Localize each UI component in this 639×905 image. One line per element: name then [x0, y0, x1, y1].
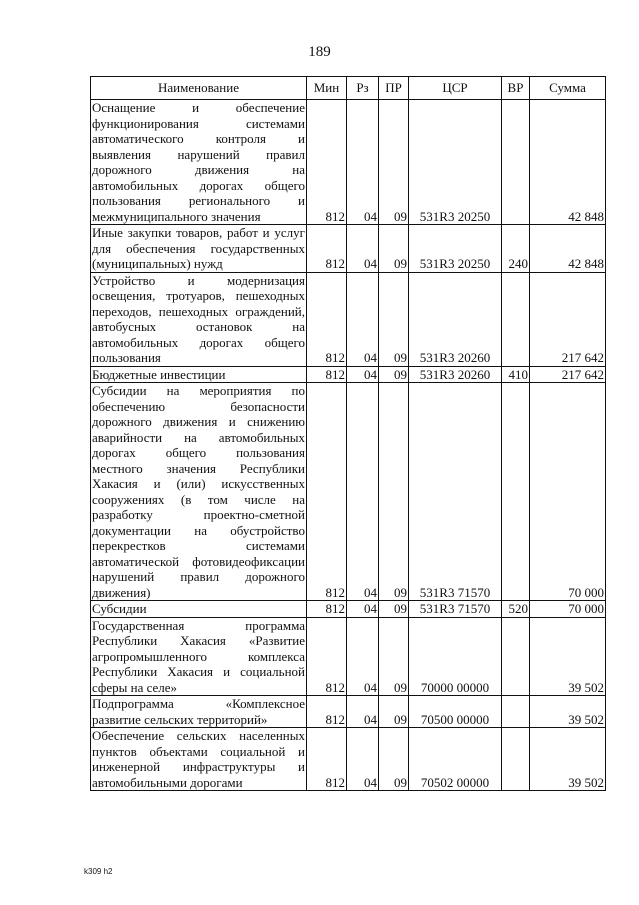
row-rz: 04: [347, 617, 379, 696]
row-sum: 39 502: [530, 696, 606, 728]
row-csr: 531R3 20260: [409, 272, 502, 366]
table-row: [91, 383, 606, 601]
row-csr: 531R3 20250: [409, 225, 502, 273]
table-row: [91, 100, 606, 225]
budget-table: [90, 76, 606, 791]
table-row: [91, 366, 606, 383]
table-row: [91, 617, 606, 696]
row-min: 812: [307, 225, 347, 273]
row-rz: 04: [347, 696, 379, 728]
row-csr: 70500 00000: [409, 696, 502, 728]
row-name: Иные закупки товаров, работ и услуг для обеспечения государственных (муниципальных) нужд: [92, 225, 305, 271]
row-sum: 70 000: [530, 601, 606, 618]
row-name: Субсидии: [91, 601, 307, 618]
row-sum: 217 642: [530, 272, 606, 366]
row-vr: [502, 696, 530, 728]
row-name: Субсидии на мероприятия по обеспечению безопасности дорожного движения и снижению аварийности на автомобильных дорогах общего пользования местного значения Республики Хакасия и (или) искусственных сооружениях (в том числе на разработку проектно-сметной документации на обустройство перекрестков системами автоматической фотовидеофиксации нарушений правил дорожного движения): [92, 383, 305, 600]
row-name: Подпрограмма «Комплексное развитие сельских территорий»: [92, 696, 305, 727]
row-min: 812: [307, 100, 347, 225]
row-rz: 04: [347, 383, 379, 601]
row-name: Оснащение и обеспечение функционирования системами автоматического контроля и выявления нарушений правил дорожного движения на автомобильных дорогах общего пользования регионального и межмуниципального значения: [92, 100, 305, 224]
header-sum: Сумма: [530, 77, 606, 100]
row-sum: 39 502: [530, 617, 606, 696]
row-pr: 09: [379, 601, 409, 618]
row-pr: 09: [379, 383, 409, 601]
row-pr: 09: [379, 617, 409, 696]
header-name: Наименование: [91, 77, 307, 100]
row-vr: [502, 272, 530, 366]
row-sum: 39 502: [530, 728, 606, 791]
header-pr: ПР: [379, 77, 409, 100]
row-name: Бюджетные инвестиции: [91, 366, 307, 383]
header-vr: ВР: [502, 77, 530, 100]
row-min: 812: [307, 366, 347, 383]
row-csr: 531R3 20250: [409, 100, 502, 225]
row-pr: 09: [379, 696, 409, 728]
footer-code: k309 h2: [84, 867, 113, 876]
row-sum: 70 000: [530, 383, 606, 601]
row-pr: 09: [379, 272, 409, 366]
row-pr: 09: [379, 728, 409, 791]
row-vr: [502, 383, 530, 601]
row-vr: 410: [502, 366, 530, 383]
table-header-row: [91, 77, 606, 100]
table-row: [91, 728, 606, 791]
row-min: 812: [307, 617, 347, 696]
table-row: [91, 601, 606, 618]
header-rz: Рз: [347, 77, 379, 100]
row-name: Государственная программа Республики Хакасия «Развитие агропромышленного комплекса Республики Хакасия и социальной сферы на селе»: [92, 617, 305, 695]
row-min: 812: [307, 601, 347, 618]
row-vr: 240: [502, 225, 530, 273]
row-csr: 531R3 71570: [409, 601, 502, 618]
row-pr: 09: [379, 225, 409, 273]
header-csr: ЦСР: [409, 77, 502, 100]
row-min: 812: [307, 696, 347, 728]
row-rz: 04: [347, 225, 379, 273]
row-rz: 04: [347, 728, 379, 791]
table-row: [91, 272, 606, 366]
row-csr: 531R3 20260: [409, 366, 502, 383]
row-sum: 42 848: [530, 225, 606, 273]
row-name: Устройство и модернизация освещения, тротуаров, пешеходных переходов, пешеходных ограждений, автобусных остановок на автомобильных дорогах общего пользования: [92, 272, 305, 365]
row-rz: 04: [347, 272, 379, 366]
row-rz: 04: [347, 100, 379, 225]
row-csr: 70000 00000: [409, 617, 502, 696]
page-number: 189: [308, 44, 331, 60]
row-vr: [502, 728, 530, 791]
row-csr: 531R3 71570: [409, 383, 502, 601]
row-vr: [502, 617, 530, 696]
table-row: [91, 696, 606, 728]
row-sum: 42 848: [530, 100, 606, 225]
row-vr: 520: [502, 601, 530, 618]
row-rz: 04: [347, 366, 379, 383]
row-name: Обеспечение сельских населенных пунктов объектами социальной и инженерной инфраструктуры и автомобильными дорогами: [92, 728, 305, 790]
row-pr: 09: [379, 100, 409, 225]
row-vr: [502, 100, 530, 225]
row-rz: 04: [347, 601, 379, 618]
row-min: 812: [307, 383, 347, 601]
row-min: 812: [307, 728, 347, 791]
row-sum: 217 642: [530, 366, 606, 383]
row-min: 812: [307, 272, 347, 366]
header-min: Мин: [307, 77, 347, 100]
row-pr: 09: [379, 366, 409, 383]
row-csr: 70502 00000: [409, 728, 502, 791]
table-row: [91, 225, 606, 273]
